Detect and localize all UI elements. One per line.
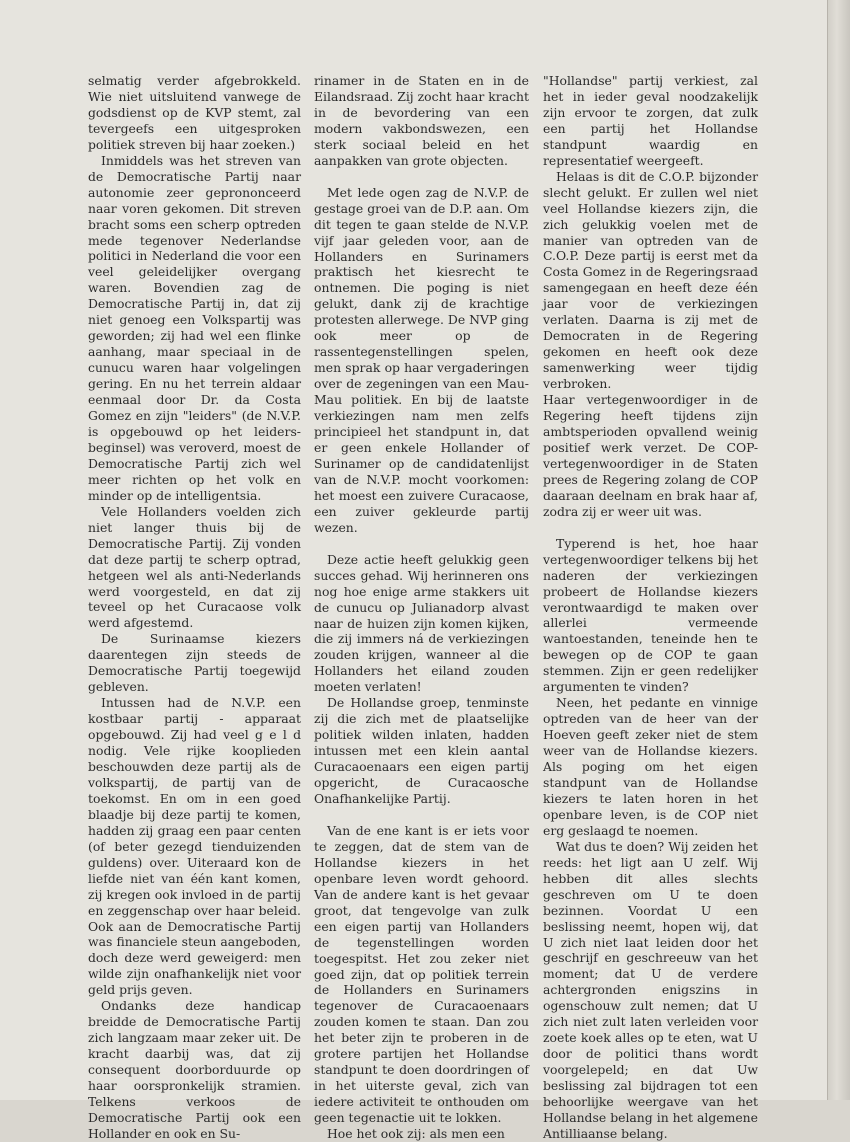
paragraph: Ondanks deze handicap breidde de Democratische Partij zich langzaam maar zeker uit. De kracht daarbij was, dat zij consequent doorborduurde op haar oorspronkelijk stramien. Telkens verkoos de Democratische Partij ook een Hollander en ook en Su-	[88, 998, 301, 1141]
paragraph: Haar vertegenwoordiger in de Regering heeft tijdens zijn ambtsperioden opvallend weinig positief werk verzet. De COP-vertegenwoordiger in de Staten prees de Regering zolang de COP daaraan deelnam en brak haar af, zodra zij er weer uit was.	[543, 392, 758, 519]
paragraph: rinamer in de Staten en in de Eilandsraad. Zij zocht haar kracht in de bevordering van een modern vakbondswezen, een sterk sociaal beleid en het aanpakken van grote objecten.	[314, 73, 529, 168]
paragraph: Van de ene kant is er iets voor te zeggen, dat de stem van de Hollandse kiezers in het openbare leven wordt gehoord. Van de andere kant is het gevaar groot, dat tengevolge van zulk een eigen partij van Hollanders de tegenstellingen worden toegespitst. Het zou zeker niet goed zijn, dat op politiek terrein de Hollanders en Surinamers tegenover de Curacaoenaars zouden komen te staan. Dan zou het beter zijn te proberen in de grotere partijen het Hollandse standpunt te doen doordringen of in het uiterste geval, zich van iedere activiteit te onthouden om geen tegenactie uit te lokken.	[314, 822, 529, 1126]
paragraph: selmatig verder afgebrokkeld. Wie niet uitsluitend vanwege de godsdienst op de KVP stemt, zal tevergeefs een uitgesproken politiek streven bij haar zoeken.)	[88, 73, 301, 152]
text-column-1	[88, 73, 301, 1142]
paragraph: De Hollandse groep, tenminste zij die zich met de plaatselijke politiek wilden inlaten, hadden intussen met een klein aantal Curacaoenaars een eigen partij opgericht, de Curacaosche Onafhankelijke Partij.	[314, 695, 529, 806]
paragraph: Wat dus te doen? Wij zeiden het reeds: het ligt aan U zelf. Wij hebben dit alles slechts geschreven om U te doen bezinnen. Voordat U een beslissing neemt, hopen wij, dat U zich niet laat leiden door het geschrijf en geschreeuw van het moment; dat U de verdere achtergronden enigszins in ogenschouw zult nemen; dat U zich niet zult laten verleiden voor zoete koek alles op te eten, wat U door de politici thans wordt voorgelepeld; en dat Uw beslissing zal bijdragen tot een behoorlijke weergave van het Hollandse belang in het algemene Antilliaanse belang.	[543, 838, 758, 1141]
paragraph: "Hollandse" partij verkiest, zal het in ieder geval noodzakelijk zijn ervoor te zorgen, dat zulk een partij het Hollandse standpunt waardig en representatief weergeeft.	[543, 73, 758, 168]
text-column-2	[314, 73, 529, 1142]
paragraph: Met lede ogen zag de N.V.P. de gestage groei van de D.P. aan. Om dit tegen te gaan stelde de N.V.P. vijf jaar geleden voor, aan de Hollanders en Surinamers praktisch het kiesrecht te ontnemen. Die poging is niet gelukt, dank zij de krachtige protesten allerwege. De NVP ging ook meer op de rassentegenstellingen spelen, men sprak op haar vergaderingen over de zegeningen van een Mau-Mau politiek. En bij de laatste verkiezingen nam men zelfs principieel het standpunt in, dat er geen enkele Hollander of Surinamer op de candidatenlijst van de N.V.P. mocht voorkomen: het moest een zuivere Curacaose, een zuiver gekleurde partij wezen.	[314, 184, 529, 535]
paragraph: Neen, het pedante en vinnige optreden van de heer van der Hoeven geeft zeker niet de stem weer van de Hollandse kiezers. Als poging om het eigen standpunt van de Hollandse kiezers te laten horen in het openbare leven, is de COP niet erg geslaagd te noemen.	[543, 695, 758, 838]
paragraph: Inmiddels was het streven van de Democratische Partij naar autonomie zeer geprononceerd naar voren gekomen. Dit streven bracht soms een scherp optreden mede tegenover Nederlandse politici in Nederland die voor een veel geleidelijker overgang waren. Bovendien zag de Democratische Partij in, dat zij niet genoeg een Volkspartij was geworden; zij had wel een flinke aanhang, maar speciaal in de cunucu waren haar volgelingen gering. En nu het terrein aldaar eenmaal door Dr. da Costa Gomez en zijn "leiders" (de N.V.P. is opgebouwd op het leiders-beginsel) was veroverd, moest de Democratische Partij zich wel meer richten op het volk en minder op de intelligentsia.	[88, 152, 301, 503]
paragraph: Deze actie heeft gelukkig geen succes gehad. Wij herinneren ons nog hoe enige arme stakkers uit de cunucu op Julianadorp alvast naar de huizen zijn komen kijken, die zij immers ná de verkiezingen zouden krijgen, wanneer al die Hollanders het eiland zouden moeten verlaten!	[314, 551, 529, 695]
text-column-3	[543, 73, 758, 1142]
paragraph: Intussen had de N.V.P. een kostbaar partij - apparaat opgebouwd. Zij had veel g e l d nodig. Vele rijke kooplieden beschouwden deze partij als de volkspartij, de partij van de toekomst. En om in een goed blaadje bij deze partij te komen, hadden zij graag een paar centen (of beter gezegd tienduizenden guldens) over. Uiteraard kon de liefde niet van één kant komen, zij kregen ook invloed in de partij en zeggenschap over haar beleid. Ook aan de Democratische Partij was financiele steun aangeboden, doch deze werd geweigerd: men wilde zijn onafhankelijk niet voor geld prijs geven.	[88, 695, 301, 998]
paragraph: Typerend is het, hoe haar vertegenwoordiger telkens bij het naderen der verkiezingen probeert de Hollandse kiezers verontwaardigd te maken over allerlei vermeende wantoestanden, teneinde hen te bewegen op de COP te gaan stemmen. Zijn er geen redelijker argumenten te vinden?	[543, 535, 758, 695]
paragraph: Hoe het ook zij: als men een	[327, 1126, 505, 1142]
paragraph: De Surinaamse kiezers daarentegen zijn steeds de Democratische Partij toegewijd gebleven.	[88, 631, 301, 695]
paragraph: Helaas is dit de C.O.P. bijzonder slecht gelukt. Er zullen wel niet veel Hollandse kiezers zijn, die zich gelukkig voelen met de manier van optreden van de C.O.P. Deze partij is eerst met da Costa Gomez in de Regeringsraad samengegaan en heeft deze één jaar voor de verkiezingen verlaten. Daarna is zij met de Democraten in de Regering gekomen en heeft ook deze samenwerking weer tijdig verbroken.	[543, 168, 758, 392]
paragraph: Vele Hollanders voelden zich niet langer thuis bij de Democratische Partij. Zij vonden dat deze partij te scherp optrad, hetgeen wel als anti-Nederlands werd voorgesteld, en dat zij teveel op het Curacaose volk werd afgestemd.	[88, 503, 301, 631]
page-edge	[827, 0, 850, 1100]
